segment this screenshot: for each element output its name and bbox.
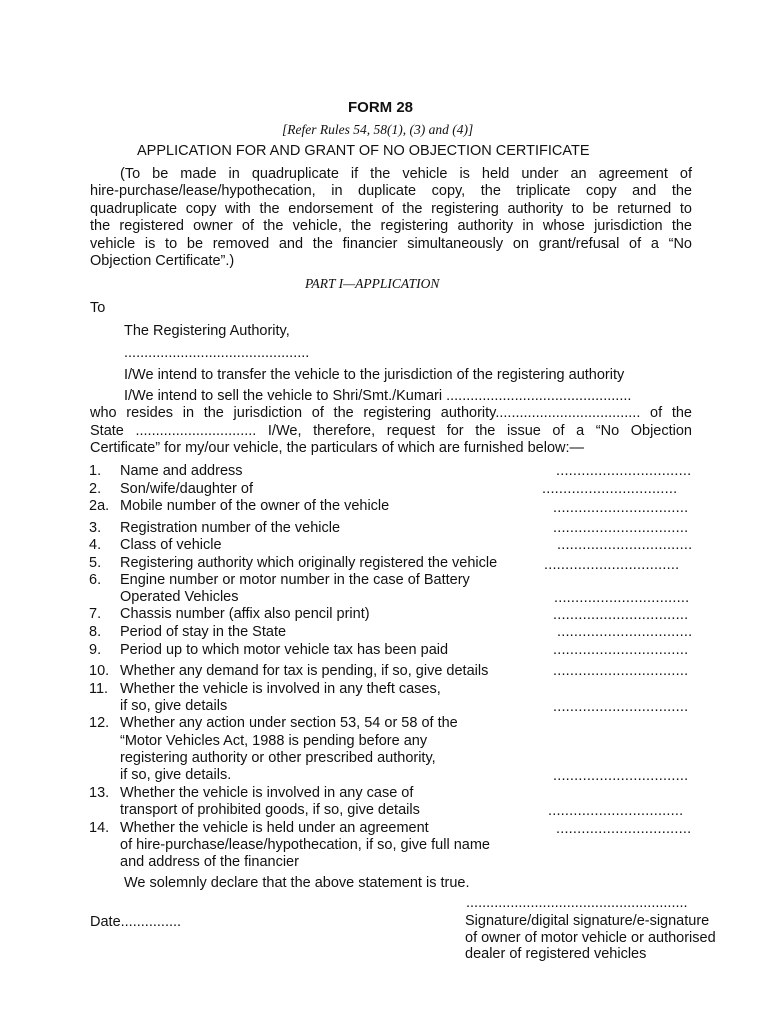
item-number: 2. xyxy=(89,481,102,497)
instructions-line: vehicle is to be removed and the financier simultaneously on grant/refusal of a “No xyxy=(90,235,692,252)
addressee-dots: .............................................. xyxy=(124,345,310,361)
item-fill-dots: ................................ xyxy=(556,463,692,479)
item-label: Registration number of the vehicle xyxy=(120,520,341,536)
item-fill-dots: ................................ xyxy=(553,642,689,658)
item-label: Whether the vehicle is held under an agreement xyxy=(120,820,429,836)
item-fill-dots: ................................ xyxy=(548,803,684,819)
sell-paragraph xyxy=(90,388,692,458)
item-fill-dots: ................................ xyxy=(544,557,680,573)
item-label-continued: registering authority or other prescribed authority, xyxy=(120,750,436,766)
item-number: 7. xyxy=(89,606,102,622)
item-number: 2a. xyxy=(89,498,110,514)
item-label: Whether the vehicle is involved in any theft cases, xyxy=(120,681,441,697)
item-label: Class of vehicle xyxy=(120,537,222,553)
item-label: Mobile number of the owner of the vehicle xyxy=(120,498,390,514)
sell-line: Certificate” for my/our vehicle, the particulars of which are furnished below:— xyxy=(90,440,585,457)
sell-line: State .............................. I/We, therefore, request for the issue of a “No Objection xyxy=(90,422,692,439)
item-fill-dots: ................................ xyxy=(553,607,689,623)
item-number: 13. xyxy=(89,785,110,801)
instructions-paragraph xyxy=(90,166,692,270)
item-number: 1. xyxy=(89,463,102,479)
item-label-continued: “Motor Vehicles Act, 1988 is pending before any xyxy=(120,733,428,749)
item-label: Period of stay in the State xyxy=(120,624,287,640)
item-label-continued: Operated Vehicles xyxy=(120,589,239,605)
addressee: The Registering Authority, xyxy=(124,323,290,339)
rule-reference: [Refer Rules 54, 58(1), (3) and (4)] xyxy=(282,122,474,137)
item-number: 8. xyxy=(89,624,102,640)
instructions-line: hire-purchase/lease/hypothecation, in duplicate copy, the triplicate copy and the xyxy=(90,183,692,200)
item-label-continued: of hire-purchase/lease/hypothecation, if so, give full name xyxy=(120,837,490,853)
intend-transfer-text: I/We intend to transfer the vehicle to the jurisdiction of the registering authority xyxy=(124,367,625,383)
item-number: 3. xyxy=(89,520,102,536)
salutation-to: To xyxy=(90,300,106,316)
item-fill-dots: ................................ xyxy=(557,624,693,640)
item-label: Period up to which motor vehicle tax has been paid xyxy=(120,642,449,658)
item-label-continued: transport of prohibited goods, if so, give details xyxy=(120,802,420,818)
declaration-text: We solemnly declare that the above statement is true. xyxy=(124,875,470,891)
item-label-continued: and address of the financier xyxy=(120,854,299,870)
signature-dots: ....................................................... xyxy=(466,895,688,911)
item-label: Whether the vehicle is involved in any case of xyxy=(120,785,414,801)
item-number: 12. xyxy=(89,715,110,731)
item-label: Whether any demand for tax is pending, if so, give details xyxy=(120,663,489,679)
item-label-continued: if so, give details xyxy=(120,698,228,714)
form-heading: APPLICATION FOR AND GRANT OF NO OBJECTION CERTIFICATE xyxy=(137,143,590,159)
item-fill-dots: ................................ xyxy=(553,699,689,715)
instructions-line: quadruplicate copy with the endorsement of the registering authority to be returned to xyxy=(90,200,692,217)
instructions-line: the registered owner of the vehicle, the registering authority in whose jurisdiction the xyxy=(90,218,692,235)
sell-line: who resides in the jurisdiction of the registering authority.................................... of the xyxy=(90,405,692,422)
part-heading: PART I—APPLICATION xyxy=(305,276,440,291)
item-fill-dots: ................................ xyxy=(556,821,692,837)
signature-label: Signature/digital signature/e-signature xyxy=(465,913,710,929)
item-label: Registering authority which originally registered the vehicle xyxy=(120,555,498,571)
item-fill-dots: ................................ xyxy=(554,590,690,606)
item-number: 9. xyxy=(89,642,102,658)
item-label: Engine number or motor number in the case of Battery xyxy=(120,572,470,588)
item-number: 4. xyxy=(89,537,102,553)
item-fill-dots: ................................ xyxy=(553,768,689,784)
item-number: 14. xyxy=(89,820,110,836)
signature-label: dealer of registered vehicles xyxy=(465,946,647,962)
instructions-line: (To be made in quadruplicate if the vehicle is held under an agreement of xyxy=(120,166,692,182)
item-fill-dots: ................................ xyxy=(542,481,678,497)
item-label: Whether any action under section 53, 54 or 58 of the xyxy=(120,715,458,731)
item-label: Name and address xyxy=(120,463,243,479)
item-label: Son/wife/daughter of xyxy=(120,481,254,497)
item-label: Chassis number (affix also pencil print) xyxy=(120,606,370,622)
date-field-label: Date............... xyxy=(90,914,182,930)
item-fill-dots: ................................ xyxy=(553,663,689,679)
item-number: 11. xyxy=(89,681,109,697)
item-number: 10. xyxy=(89,663,110,679)
item-label-continued: if so, give details. xyxy=(120,767,232,783)
item-fill-dots: ................................ xyxy=(553,500,689,516)
signature-label: of owner of motor vehicle or authorised xyxy=(465,930,716,946)
item-fill-dots: ................................ xyxy=(553,520,689,536)
item-number: 6. xyxy=(89,572,102,588)
item-fill-dots: ................................ xyxy=(557,537,693,553)
item-number: 5. xyxy=(89,555,102,571)
instructions-line: Objection Certificate”.) xyxy=(90,253,235,270)
sell-line: I/We intend to sell the vehicle to Shri/Smt./Kumari .............................................. xyxy=(124,388,632,404)
form-title: FORM 28 xyxy=(348,99,414,116)
